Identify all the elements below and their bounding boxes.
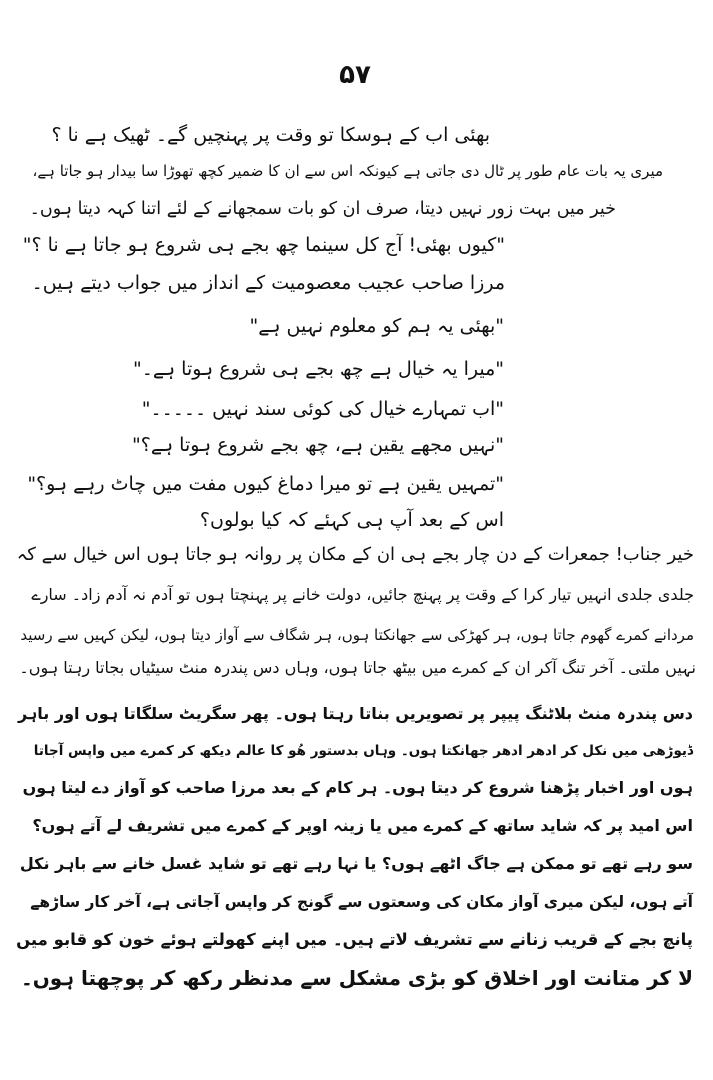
text-line: "بھئی یہ ہم کو معلوم نہیں ہے"	[249, 315, 504, 337]
text-line: لا کر متانت اور اخلاق کو بڑی مشکل سے مدنظر رکھ کر پوچھتا ہوں۔	[21, 966, 693, 990]
text-line: "تمہیں یقین ہے تو میرا دماغ کیوں مفت میں چاٹ رہے ہو؟"	[27, 473, 504, 495]
text-line: ڈیوڑھی میں نکل کر ادھر ادھر جھانکتا ہوں۔ وہاں بدستور ھُو کا عالم دیکھ کر کمرے میں واپس آجاتا	[33, 743, 693, 759]
text-line: "نہیں مجھے یقین ہے، چھ بجے شروع ہوتا ہے؟"	[132, 434, 504, 456]
text-line: اس کے بعد آپ ہی کہئے کہ کیا بولوں؟	[199, 509, 504, 531]
text-line: آتے ہوں، لیکن میری آواز مکان کی وسعتوں سے گونج کر واپس آجاتی ہے، آخر کار ساڑھے	[30, 893, 693, 911]
text-line: دس پندرہ منٹ بلاٹنگ پیپر پر تصویریں بناتا رہتا ہوں۔ پھر سگریٹ سلگاتا ہوں اور باہر	[17, 704, 693, 723]
text-line: مرزا صاحب عجیب معصومیت کے انداز میں جواب دیتے ہیں۔	[31, 272, 505, 294]
text-line: پانچ بجے کے قریب زنانے سے تشریف لاتے ہیں۔ میں اپنے کھولتے ہوئے خون کو قابو میں	[16, 930, 693, 949]
text-line: "کیوں بھئی! آج کل سینما چھ بجے ہی شروع ہو جاتا ہے نا ؟"	[22, 234, 505, 256]
text-line: میری یہ بات عام طور پر ٹال دی جاتی ہے کیونکہ اس سے ان کا ضمیر کچھ تھوڑا سا بیدار ہو جاتا ہے،	[32, 162, 663, 180]
page-number: ۵۷	[339, 60, 371, 90]
text-line: اس امید پر کہ شاید ساتھ کے کمرے میں یا زینہ اوپر کے کمرے میں تشریف لے آتے ہوں؟	[32, 816, 693, 835]
text-line: بھئی اب کے ہوسکا تو وقت پر پہنچیں گے۔ ٹھیک ہے نا ؟	[51, 124, 490, 146]
text-line: نہیں ملتی۔ آخر تنگ آکر ان کے کمرے میں بیٹھ جاتا ہوں، وہاں دس پندرہ منٹ سیٹیاں بجاتا رہتا ہوں۔	[19, 658, 696, 677]
text-line: مردانے کمرے گھوم جاتا ہوں، ہر کھڑکی سے جھانکتا ہوں، ہر شگاف سے آواز دیتا ہوں، لیکن کہیں سے رسید	[20, 626, 694, 644]
text-line: جلدی جلدی انہیں تیار کرا کے وقت پر پہنچ جائیں، دولت خانے پر پہنچتا ہوں تو آدم نہ آدم زاد۔ سارے	[31, 585, 694, 604]
text-line: ہوں اور اخبار پڑھنا شروع کر دیتا ہوں۔ ہر کام کے بعد مرزا صاحب کو آواز دے لیتا ہوں	[22, 778, 693, 797]
text-line: "اب تمہارے خیال کی کوئی سند نہیں ۔۔۔۔۔"	[141, 398, 504, 420]
text-line: خیر میں بہت زور نہیں دیتا، صرف ان کو بات سمجھانے کے لئے اتنا کہہ دیتا ہوں۔	[29, 199, 616, 219]
text-line: خیر جناب! جمعرات کے دن چار بجے ہی ان کے مکان پر روانہ ہو جاتا ہوں اس خیال سے کہ	[16, 544, 694, 565]
text-line: "میرا یہ خیال ہے چھ بجے ہی شروع ہوتا ہے۔"	[132, 358, 504, 380]
text-line: سو رہے تھے تو ممکن ہے جاگ اٹھے ہوں؟ یا نہا رہے تھے تو شاید غسل خانے سے باہر نکل	[19, 854, 693, 873]
